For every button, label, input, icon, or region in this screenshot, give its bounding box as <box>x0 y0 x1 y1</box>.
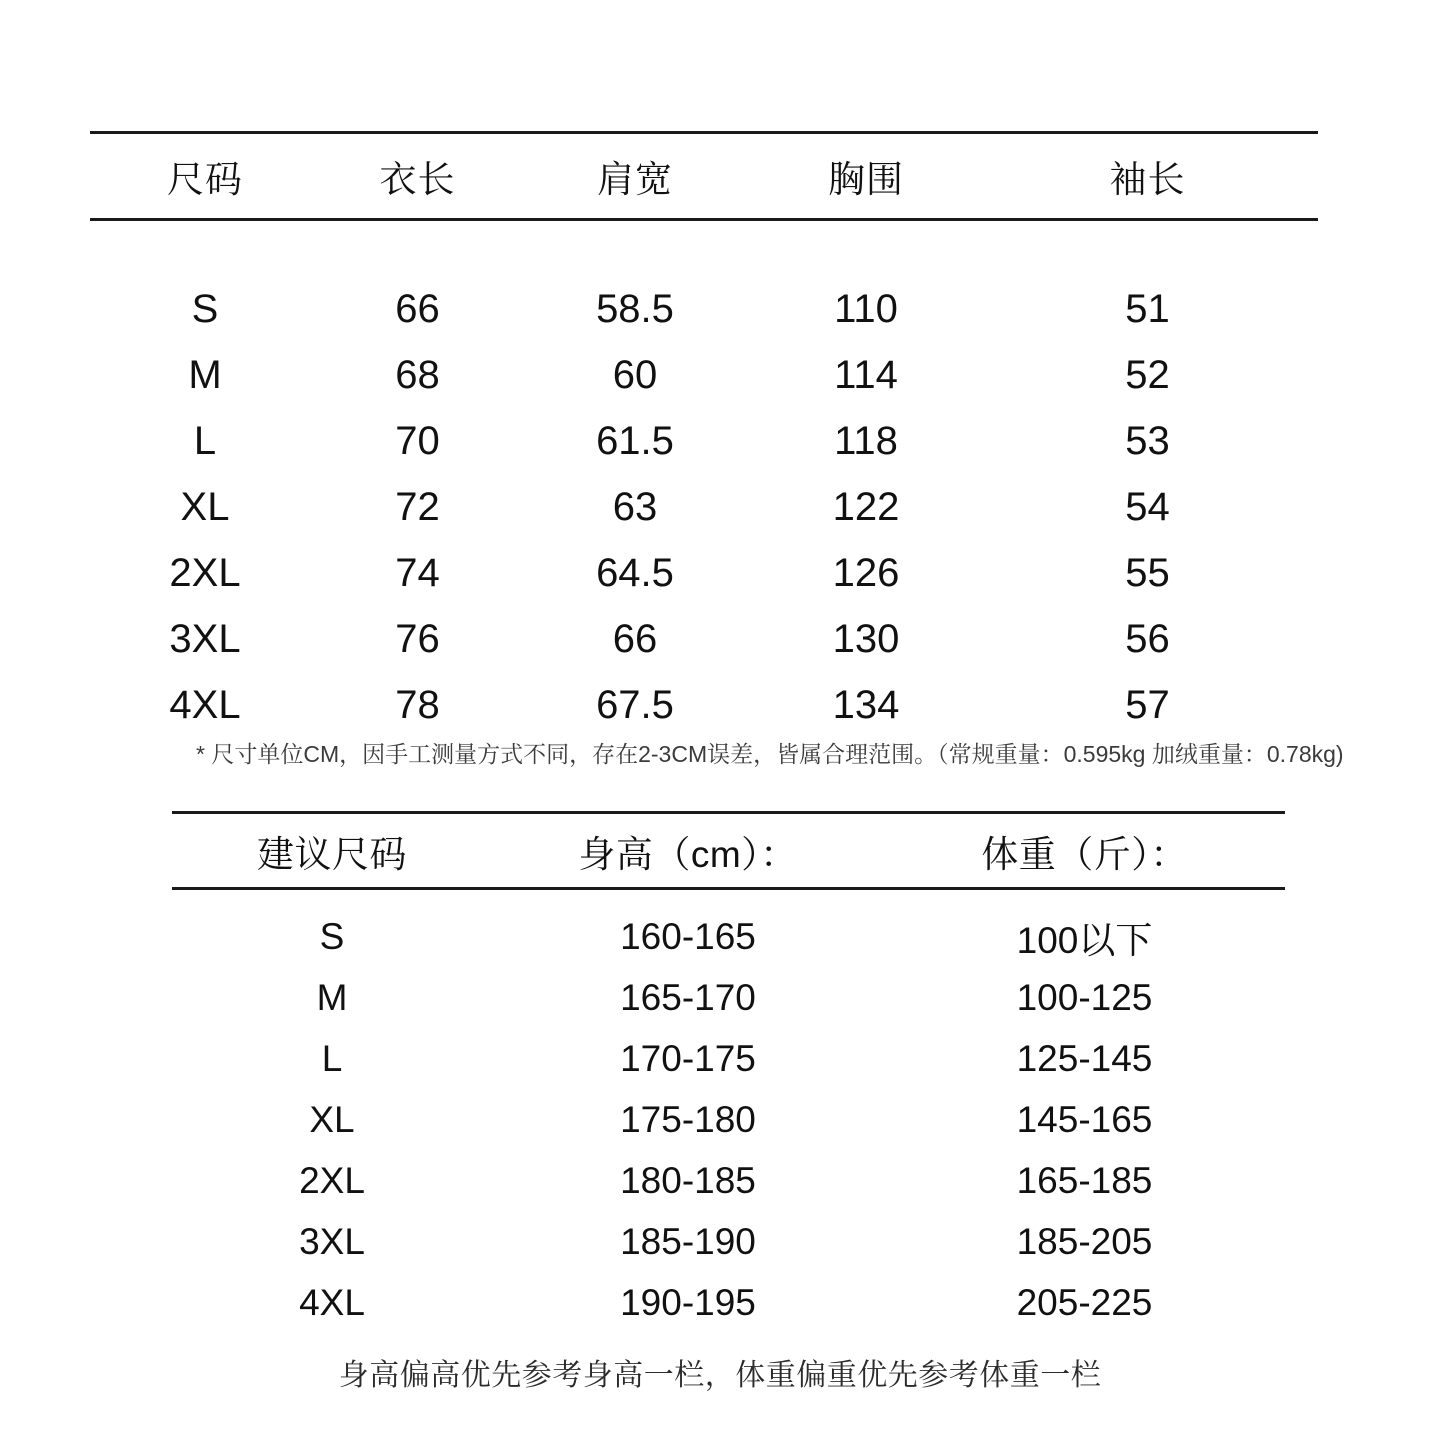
cell-weight: 205-225 <box>1016 1281 1153 1323</box>
cell-length: 66 <box>395 286 440 331</box>
table-row <box>172 1089 1285 1150</box>
cell-bust: 126 <box>832 550 900 595</box>
measurement-footnote: * 尺寸单位CM，因手工测量方式不同，存在2-3CM误差，皆属合理范围。（常规重量：0.595kg 加绒重量：0.78kg) <box>196 741 1344 767</box>
cell-size: L <box>193 418 217 463</box>
column-header-shoulder: 肩宽 <box>597 159 673 200</box>
cell-sleeve: 57 <box>1125 682 1170 727</box>
cell-size: S <box>319 915 345 957</box>
cell-size: L <box>321 1037 343 1079</box>
cell-bust: 130 <box>832 616 900 661</box>
cell-size: 4XL <box>169 682 241 727</box>
cell-shoulder: 63 <box>612 484 658 529</box>
cell-size: M <box>188 352 222 397</box>
cell-height: 190-195 <box>620 1281 756 1323</box>
table-row <box>90 408 1318 474</box>
recommended-size-table <box>172 811 1285 1333</box>
cell-sleeve: 53 <box>1125 418 1170 463</box>
cell-height: 180-185 <box>620 1159 756 1201</box>
table-row <box>90 474 1318 540</box>
cell-sleeve: 55 <box>1125 550 1170 595</box>
cell-size: S <box>191 286 219 331</box>
bottom-note: 身高偏高优先参考身高一栏，体重偏重优先参考体重一栏 <box>338 1359 1102 1392</box>
cell-weight: 100-125 <box>1016 976 1153 1018</box>
cell-weight: 125-145 <box>1016 1037 1153 1079</box>
cell-length: 70 <box>395 418 440 463</box>
cell-shoulder: 60 <box>612 352 658 397</box>
cell-height: 170-175 <box>620 1037 756 1079</box>
column-header-height: 身高（cm）： <box>578 833 798 875</box>
cell-sleeve: 52 <box>1125 352 1170 397</box>
cell-height: 160-165 <box>620 915 756 957</box>
cell-height: 175-180 <box>620 1098 756 1140</box>
cell-length: 76 <box>395 616 440 661</box>
column-header-weight: 体重（斤）： <box>981 833 1188 875</box>
cell-size: XL <box>180 484 230 529</box>
cell-bust: 122 <box>832 484 900 529</box>
cell-size: 2XL <box>169 550 241 595</box>
table-row <box>90 672 1318 738</box>
column-header-bust: 胸围 <box>828 159 904 200</box>
cell-size: M <box>316 976 348 1018</box>
cell-bust: 118 <box>834 418 898 463</box>
column-header-length: 衣长 <box>379 159 456 200</box>
column-header-size: 尺码 <box>167 159 243 200</box>
cell-bust: 134 <box>832 682 900 727</box>
measurement-table-header-row <box>90 134 1318 218</box>
cell-shoulder: 61.5 <box>596 418 674 463</box>
table-row <box>90 276 1318 342</box>
table-row <box>90 342 1318 408</box>
cell-weight: 185-205 <box>1016 1220 1153 1262</box>
cell-size: 3XL <box>299 1220 365 1262</box>
measurement-table <box>90 131 1318 738</box>
cell-size: 3XL <box>169 616 241 661</box>
cell-length: 74 <box>395 550 440 595</box>
cell-size: XL <box>309 1098 355 1140</box>
recommended-table-body <box>172 890 1285 1333</box>
cell-shoulder: 66 <box>612 616 658 661</box>
measurement-table-body <box>90 221 1318 738</box>
table-row <box>172 1150 1285 1211</box>
cell-length: 78 <box>395 682 440 727</box>
cell-length: 72 <box>395 484 440 529</box>
table-row <box>172 1272 1285 1333</box>
column-header-sleeve: 袖长 <box>1109 159 1186 200</box>
cell-weight: 145-165 <box>1016 1098 1153 1140</box>
cell-shoulder: 67.5 <box>596 682 674 727</box>
cell-weight: 165-185 <box>1016 1159 1153 1201</box>
cell-height: 185-190 <box>620 1220 756 1262</box>
cell-shoulder: 58.5 <box>596 286 674 331</box>
cell-bust: 114 <box>834 352 898 397</box>
table-row <box>90 606 1318 672</box>
column-header-recommended-size: 建议尺码 <box>257 833 407 875</box>
table-row <box>172 1028 1285 1089</box>
cell-length: 68 <box>395 352 440 397</box>
cell-sleeve: 56 <box>1125 616 1170 661</box>
recommended-table-header-row <box>172 814 1285 887</box>
cell-sleeve: 51 <box>1125 286 1170 331</box>
cell-weight: 100以下 <box>1016 919 1153 961</box>
cell-size: 2XL <box>299 1159 365 1201</box>
cell-shoulder: 64.5 <box>596 550 674 595</box>
cell-sleeve: 54 <box>1125 484 1170 529</box>
table-row <box>172 967 1285 1028</box>
cell-height: 165-170 <box>620 976 756 1018</box>
cell-size: 4XL <box>299 1281 365 1323</box>
table-row <box>172 906 1285 967</box>
table-row <box>172 1211 1285 1272</box>
cell-bust: 110 <box>834 286 898 331</box>
table-row <box>90 540 1318 606</box>
